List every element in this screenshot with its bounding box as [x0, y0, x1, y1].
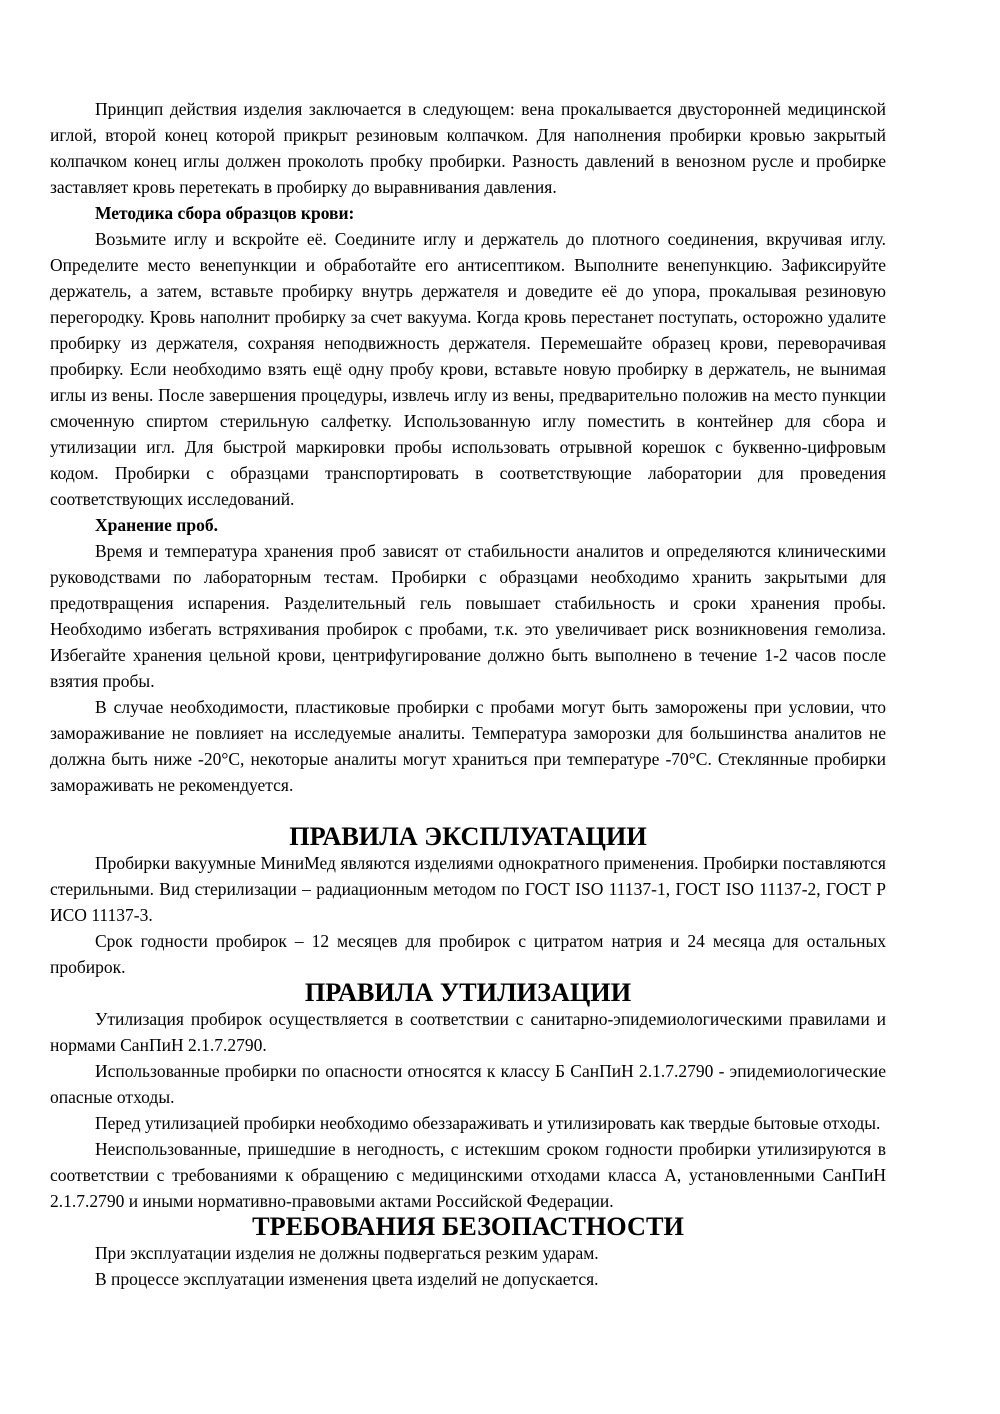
paragraph-shelf-life: Срок годности пробирок – 12 месяцев для пробирок с цитратом натрия и 24 месяца для остальных пробирок. [50, 931, 886, 977]
paragraph-unused-tubes-disposal: Неиспользованные, пришедшие в негодность, с истекшим сроком годности пробирки утилизируются в соответствии с требованиями к обращению с медицинскими отходами класса А, установленными СанПиН 2.1.7.2790 и иными нормативно-правовыми актами Российской Федерации. [50, 1139, 886, 1211]
paragraph-no-color-change: В процессе эксплуатации изменения цвета изделий не допускается. [95, 1269, 599, 1289]
paragraph-disposal-sanpin: Утилизация пробирок осуществляется в соответствии с санитарно-эпидемиологическими правилами и нормами СанПиН 2.1.7.2790. [50, 1009, 886, 1055]
paragraph-operating-principle: Принцип действия изделия заключается в следующем: вена прокалывается двусторонней медицинской иглой, второй конец которой прикрыт резиновым колпачком. Для наполнения пробирки кровью закрытый колпачком конец иглы должен проколоть пробку пробирки. Разность давлений в венозном русле и пробирке заставляет кровь перетекать в пробирку до выравнивания давления. [50, 99, 886, 197]
paragraph-no-sharp-impacts: При эксплуатации изделия не должны подвергаться резким ударам. [95, 1243, 599, 1263]
paragraph-single-use-sterilization: Пробирки вакуумные МиниМед являются изделиями однократного применения. Пробирки поставляются стерильными. Вид стерилизации – радиационным методом по ГОСТ ISO 11137-1, ГОСТ ISO 11137-2, ГОСТ Р ИСО 11137-3. [50, 853, 886, 925]
paragraph-freezing-conditions: В случае необходимости, пластиковые пробирки с пробами могут быть заморожены при условии, что замораживание не повлияет на исследуемые аналиты. Температура заморозки для большинства аналитов не должна быть ниже -20°С, некоторые аналиты могут храниться при температуре -70°С. Стеклянные пробирки замораживать не рекомендуется. [50, 697, 886, 795]
paragraph-used-tubes-class-b: Использованные пробирки по опасности относятся к классу Б СанПиН 2.1.7.2790 - эпидемиологические опасные отходы. [50, 1061, 886, 1107]
section-heading-safety-requirements: ТРЕБОВАНИЯ БЕЗОПАСТНОСТИ [252, 1212, 684, 1241]
subheading-sample-storage: Хранение проб. [95, 515, 218, 535]
paragraph-storage-conditions: Время и температура хранения проб зависят от стабильности аналитов и определяются клиническими руководствами по лабораторным тестам. Пробирки с образцами необходимо хранить закрытыми для предотвращения испарения. Разделительный гель повышает стабильность и сроки хранения пробы. Необходимо избегать встряхивания пробирок с пробами, т.к. это увеличивает риск возникновения гемолиза. Избегайте хранения цельной крови, центрифугирование должно быть выполнено в течение 1-2 часов после взятия пробы. [50, 541, 886, 691]
section-heading-disposal-rules: ПРАВИЛА УТИЛИЗАЦИИ [304, 978, 632, 1007]
paragraph-sampling-procedure: Возьмите иглу и вскройте её. Соедините иглу и держатель до плотного соединения, вкручивая иглу. Определите место венепункции и обработайте его антисептиком. Выполните венепункцию. Зафиксируйте держатель, а затем, вставьте пробирку внутрь держателя и доведите её до упора, прокалывая резиновую перегородку. Кровь наполнит пробирку за счет вакуума. Когда кровь перестанет поступать, осторожно удалите пробирку из держателя, сохраняя неподвижность держателя. Перемешайте образец крови, переворачивая пробирку. Если необходимо взять ещё одну пробу крови, вставьте новую пробирку в держатель, не вынимая иглы из вены. После завершения процедуры, извлечь иглу из вены, предварительно положив на место пункции смоченную спиртом стерильную салфетку. Использованную иглу поместить в контейнер для сбора и утилизации игл. Для быстрой маркировки пробы использовать отрывной корешок с буквенно-цифровым кодом. Пробирки с образцами транспортировать в соответствующие лаборатории для проведения соответствующих исследований. [50, 229, 886, 509]
subheading-blood-sampling-method: Методика сбора образцов крови: [95, 203, 355, 223]
section-heading-operation-rules: ПРАВИЛА ЭКСПЛУАТАЦИИ [289, 822, 647, 851]
paragraph-disinfection-before-disposal: Перед утилизацией пробирки необходимо обеззараживать и утилизировать как твердые бытовые отходы. [95, 1113, 881, 1133]
